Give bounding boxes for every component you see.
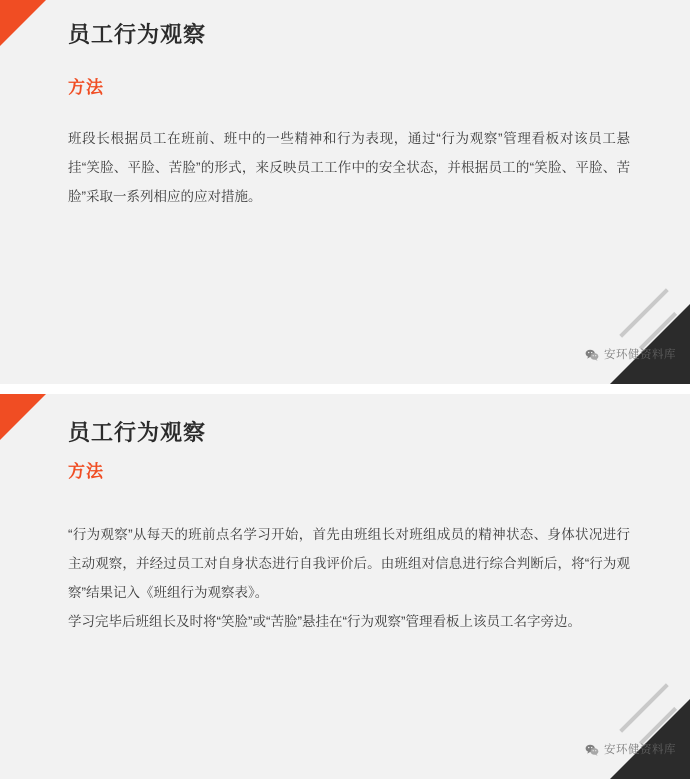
page-2-content [0,416,690,636]
watermark [585,346,676,362]
page-subtitle: 方法 [68,462,104,481]
dark-corner-decoration [610,304,690,384]
page-title: 员工行为观察 [68,22,207,47]
watermark-text: 安环健资料库 [604,744,676,756]
body-paragraph: “行为观察”从每天的班前点名学习开始，首先由班组长对班组成员的精神状态、身体状况进行主动观察，并经过员工对自身状态进行自我评价后。由班组对信息进行综合判断后，将“行为观察”结果记入《班组行为观察表》。 [68,527,630,601]
watermark-text: 安环健资料库 [604,349,676,361]
page-subtitle: 方法 [68,78,104,97]
body-paragraph: 学习完毕后班组长及时将“笑脸”或“苦脸”悬挂在“行为观察”管理看板上该员工名字旁边。 [68,614,581,630]
page-title: 员工行为观察 [68,420,207,445]
wechat-icon [585,348,599,360]
page-1-content [0,18,690,211]
body-paragraph: 班段长根据员工在班前、班中的一些精神和行为表现，通过“行为观察”管理看板对该员工悬挂“笑脸、平脸、苦脸”的形式，来反映员工工作中的安全状态，并根据员工的“笑脸、平脸、苦脸”采取一系列相应的应对措施。 [68,131,630,205]
slide-page-1 [0,0,690,384]
slide-page-2 [0,394,690,779]
dark-corner-decoration [610,699,690,779]
page-separator [0,384,690,394]
wechat-icon [585,743,599,755]
watermark [585,741,676,757]
